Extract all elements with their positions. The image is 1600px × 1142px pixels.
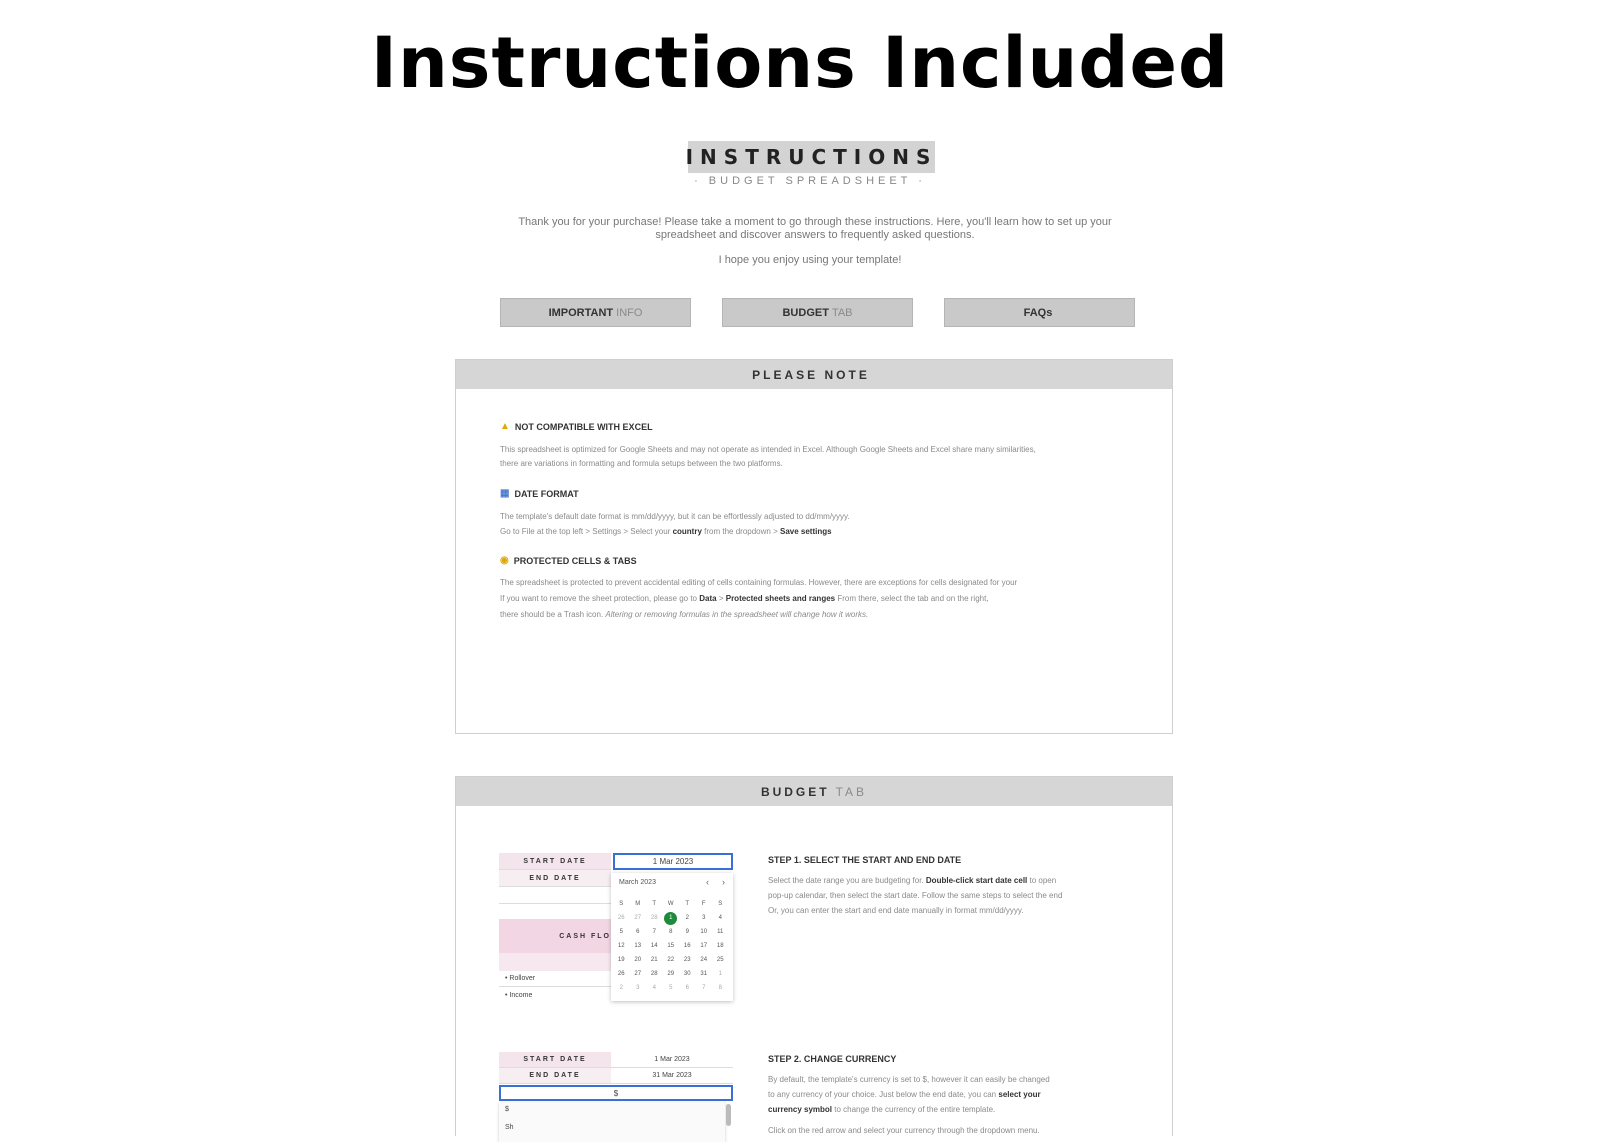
start-date-cell[interactable]: 1 Mar 2023 <box>613 853 733 870</box>
protect-line-2c: > <box>718 594 724 603</box>
calendar-day[interactable]: 23 <box>683 957 691 963</box>
calendar-day[interactable]: 3 <box>702 915 706 921</box>
step1-line-2: pop-up calendar, then select the start date. Follow the same steps to select the end <box>768 891 1063 900</box>
step2-line-2b: select your <box>998 1090 1041 1099</box>
important-info-bold: IMPORTANT <box>548 306 614 319</box>
step2-line-1: By default, the template's currency is set to $, however it can easily be changed <box>768 1075 1050 1084</box>
step2-line-2a: to any currency of your choice. Just below the end date, you can <box>768 1090 997 1099</box>
step2-line-4: Click on the red arrow and select your currency through the dropdown menu. <box>768 1126 1040 1135</box>
protect-line-3a: there should be a Trash icon. <box>500 610 604 619</box>
weekday-label: S <box>718 901 723 907</box>
excel-line-2: there are variations in formatting and formula setups between the two platforms. <box>500 459 783 468</box>
start-date-label-2: START DATE <box>499 1052 611 1068</box>
please-note-header <box>456 360 1172 389</box>
budget-tab-bold: BUDGET <box>782 306 829 319</box>
important-info-light: INFO <box>616 306 643 319</box>
please-note-title: PLEASE NOTE <box>752 367 870 382</box>
calendar-day[interactable]: 12 <box>617 943 625 949</box>
weekday-label: F <box>701 901 706 907</box>
calendar-day[interactable]: 8 <box>669 929 673 935</box>
currency-option-1[interactable]: $ <box>505 1106 509 1113</box>
calendar-day[interactable]: 28 <box>650 915 658 921</box>
step1-line-1a: Select the date range you are budgeting for. <box>768 876 924 885</box>
calendar-day[interactable]: 8 <box>718 985 722 991</box>
sheet-screenshot-2 <box>499 1052 734 1142</box>
excel-heading <box>500 422 653 432</box>
date-line-2c: from the dropdown > <box>704 527 778 536</box>
date-heading <box>500 489 579 499</box>
date-picker-popup[interactable] <box>611 873 733 1001</box>
step1-line-1 <box>768 873 1056 888</box>
calendar-day[interactable]: 6 <box>636 929 640 935</box>
excel-line-1: This spreadsheet is optimized for Google Sheets and may not operate as intended in Excel. Although Google Sheets and Excel share many similarities, <box>500 445 1036 454</box>
calendar-day[interactable]: 2 <box>685 915 689 921</box>
calendar-day[interactable]: 1 <box>664 912 677 925</box>
calendar-day[interactable]: 19 <box>617 957 625 963</box>
intro-text: Thank you for your purchase! Please take a moment to go through these instructions. Here, you'll learn how to set up your spreadsheet and discover answers to frequently asked questions. <box>518 216 1112 241</box>
instructions-title: INSTRUCTIONS <box>688 141 935 173</box>
calendar-day[interactable]: 20 <box>634 957 642 963</box>
currency-cell[interactable]: $ <box>499 1085 733 1101</box>
important-info-button[interactable] <box>500 298 691 327</box>
step2-line-3a: currency symbol <box>768 1105 833 1114</box>
step1-heading: STEP 1. SELECT THE START AND END DATE <box>768 855 962 865</box>
next-month-icon[interactable]: › <box>722 877 725 887</box>
currency-option-2[interactable]: Sh <box>505 1124 514 1131</box>
hero-title: Instructions Included <box>370 22 1230 104</box>
step2-line-2 <box>768 1087 1041 1102</box>
calendar-day[interactable]: 5 <box>669 985 673 991</box>
protect-line-2d: Protected sheets and ranges <box>725 594 836 603</box>
calendar-day[interactable]: 31 <box>700 971 708 977</box>
step1-line-3: Or, you can enter the start and end date manually in format mm/dd/yyyy. <box>768 906 1024 915</box>
budget-tab-button[interactable] <box>722 298 913 327</box>
date-line-2a: Go to File at the top left > Settings > Select your <box>500 527 671 536</box>
calendar-day[interactable]: 9 <box>685 929 689 935</box>
protect-line-2b: Data <box>699 594 717 603</box>
budget-tab-title-light: TAB <box>835 784 868 799</box>
calendar-day[interactable]: 10 <box>700 929 708 935</box>
calendar-day[interactable]: 21 <box>650 957 658 963</box>
hope-text: I hope you enjoy using your template! <box>718 254 902 266</box>
prev-month-icon[interactable]: ‹ <box>706 877 709 887</box>
date-line-2b: country <box>672 527 702 536</box>
calendar-month: March 2023 <box>619 879 656 886</box>
calendar-day[interactable]: 25 <box>716 957 724 963</box>
start-date-value-2[interactable]: 1 Mar 2023 <box>611 1052 733 1068</box>
calendar-day[interactable]: 29 <box>667 971 675 977</box>
protect-line-3 <box>500 607 868 622</box>
budget-tab-light: TAB <box>831 306 853 319</box>
weekday-label: M <box>635 901 641 907</box>
faqs-button[interactable] <box>944 298 1135 327</box>
calendar-day[interactable]: 13 <box>634 943 642 949</box>
rollover-label: Rollover <box>509 975 536 982</box>
calendar-day[interactable]: 17 <box>700 943 708 949</box>
budget-tab-header <box>456 777 1172 806</box>
protect-line-2a: If you want to remove the sheet protection, please go to <box>500 594 698 603</box>
weekday-label: T <box>685 901 690 907</box>
excel-heading-text: NOT COMPATIBLE WITH EXCEL <box>514 422 653 432</box>
calendar-day[interactable]: 30 <box>683 971 691 977</box>
step1-line-1b: Double-click start date cell <box>925 876 1028 885</box>
step2-heading: STEP 2. CHANGE CURRENCY <box>768 1054 897 1064</box>
income-row <box>499 987 611 1003</box>
protect-line-3b: Altering or removing formulas in the spreadsheet will change how it works. <box>605 610 869 619</box>
end-date-label: END DATE <box>499 870 611 887</box>
date-line-1: The template's default date format is mm/dd/yyyy, but it can be effortlessly adjusted to dd/mm/yyyy. <box>500 512 850 521</box>
calendar-icon: ▦ <box>500 488 510 499</box>
protect-heading <box>500 556 637 566</box>
rollover-row <box>499 971 611 987</box>
budget-tab-title-bold: BUDGET <box>760 784 830 799</box>
subtitle: · BUDGET SPREADSHEET · <box>694 175 926 187</box>
calendar-day[interactable]: 4 <box>718 915 722 921</box>
calendar-day[interactable]: 26 <box>617 915 625 921</box>
protect-line-2e: From there, select the tab and on the right, <box>837 594 989 603</box>
sheet-screenshot-1 <box>499 853 734 1003</box>
calendar-weekdays <box>613 897 729 911</box>
currency-dropdown[interactable] <box>499 1102 725 1142</box>
weekday-label: W <box>667 901 674 907</box>
calendar-day[interactable]: 22 <box>667 957 675 963</box>
income-label: Income <box>509 991 533 999</box>
calendar-day[interactable]: 24 <box>700 957 708 963</box>
date-heading-text: DATE FORMAT <box>514 489 579 499</box>
calendar-day[interactable]: 1 <box>718 971 722 977</box>
lock-icon: ◉ <box>500 555 509 566</box>
warning-icon: ▲ <box>500 421 510 432</box>
calendar-day[interactable]: 5 <box>619 929 623 935</box>
cash-flow-label: CASH FLO <box>499 919 611 953</box>
please-note-panel <box>455 359 1173 734</box>
calendar-day[interactable]: 27 <box>634 971 642 977</box>
calendar-day[interactable]: 15 <box>667 943 675 949</box>
calendar-days[interactable] <box>613 911 729 995</box>
calendar-day[interactable]: 11 <box>717 929 724 935</box>
income-bullet-icon: • <box>505 991 508 999</box>
protect-heading-text: PROTECTED CELLS & TABS <box>513 556 637 566</box>
calendar-day[interactable]: 26 <box>617 971 625 977</box>
date-line-2d: Save settings <box>779 527 832 536</box>
calendar-day[interactable]: 3 <box>636 985 640 991</box>
calendar-day[interactable]: 27 <box>634 915 642 921</box>
calendar-day[interactable]: 16 <box>683 943 691 949</box>
end-date-label-2: END DATE <box>499 1068 611 1084</box>
date-line-2 <box>500 524 832 539</box>
weekday-label: T <box>652 901 657 907</box>
calendar-day[interactable]: 6 <box>685 985 689 991</box>
calendar-day[interactable]: 7 <box>652 929 656 935</box>
step2-line-3b: to change the currency of the entire template. <box>834 1105 996 1114</box>
step2-line-3 <box>768 1102 995 1117</box>
pink-row <box>499 953 611 971</box>
calendar-day[interactable]: 7 <box>702 985 706 991</box>
rollover-bullet-icon: • <box>505 975 508 982</box>
start-date-label: START DATE <box>499 853 611 870</box>
step1-line-1c: to open <box>1029 876 1057 885</box>
end-date-value-2[interactable]: 31 Mar 2023 <box>611 1068 733 1084</box>
blank-cell <box>499 887 611 904</box>
calendar-day[interactable]: 14 <box>650 943 658 949</box>
faqs-label: FAQs <box>1023 306 1053 319</box>
calendar-day[interactable]: 4 <box>652 985 656 991</box>
weekday-label: S <box>619 901 624 907</box>
protect-line-1: The spreadsheet is protected to prevent accidental editing of cells containing formulas. However, there are exceptions for cells designated for your <box>500 578 1018 587</box>
protect-line-2 <box>500 591 989 606</box>
budget-tab-panel <box>455 776 1173 1136</box>
calendar-day[interactable]: 2 <box>619 985 623 991</box>
calendar-day[interactable]: 28 <box>650 971 658 977</box>
calendar-day[interactable]: 18 <box>716 943 724 949</box>
dropdown-scrollbar[interactable] <box>726 1104 731 1126</box>
